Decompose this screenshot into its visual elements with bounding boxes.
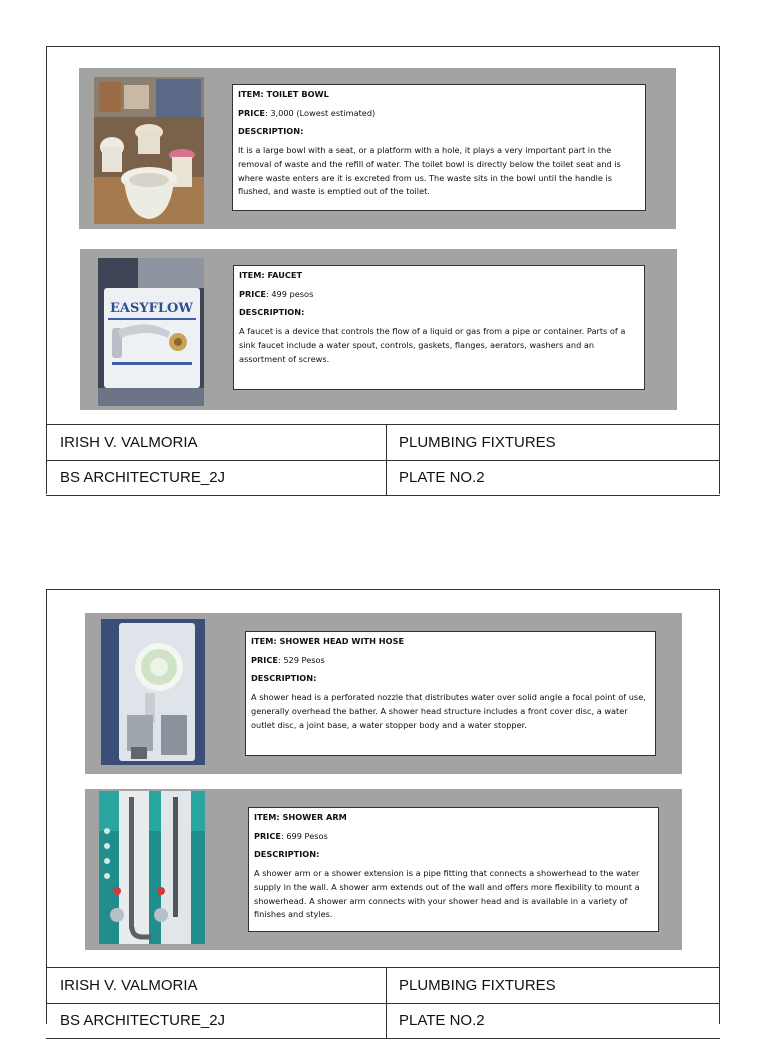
item-price	[254, 831, 653, 842]
description-label: DESCRIPTION:	[254, 849, 320, 860]
course-section: BS ARCHITECTURE_2J	[60, 1012, 226, 1029]
item-name: ITEM: FAUCET	[239, 270, 303, 280]
item-description: A faucet is a device that controls the flow of a liquid or gas from a pipe or container. Parts of a sink faucet include a water spout, controls, gaskets, flanges, aerators, washers and an assortment of screws.	[239, 325, 626, 364]
column-divider	[386, 968, 387, 1003]
item-description: A shower head is a perforated nozzle that distributes water over solid angle a focal point of use, generally overhead the bather. A shower head structure includes a front cover disc, a water outlet disc, a joint base, a water stopper body and a water stopper.	[251, 691, 646, 730]
plate-subject: PLUMBING FIXTURES	[399, 977, 556, 994]
description-label: DESCRIPTION:	[239, 307, 305, 318]
faucet-package-label: EASYFLOW	[110, 301, 193, 316]
price-label: PRICE	[254, 830, 281, 841]
column-divider	[386, 460, 387, 495]
toilet-bowl-photo	[94, 77, 204, 224]
price-value: : 499 pesos	[265, 288, 314, 299]
column-divider	[386, 425, 387, 460]
title-block	[46, 424, 720, 495]
item-description: A shower arm or a shower extension is a pipe fitting that connects a showerhead to the water supply in the wall. A shower arm extends out of the wall and offers more flexibility to mount a showerhead. A shower arm connects with your shower head and is available in a variety of finishes and styles.	[254, 867, 640, 920]
plate-number: PLATE NO.2	[399, 1012, 485, 1029]
description-label: DESCRIPTION:	[251, 673, 317, 684]
price-value: : 699 Pesos	[280, 830, 328, 841]
description-label: DESCRIPTION:	[238, 126, 304, 137]
student-name: IRISH V. VALMORIA	[60, 434, 198, 451]
item-name: ITEM: SHOWER HEAD WITH HOSE	[251, 636, 405, 646]
price-label: PRICE	[238, 107, 265, 118]
item-description: It is a large bowl with a seat, or a platform with a hole, it plays a very important part in the removal of waste and the refill of water. The toilet bowl is directly below the toilet seat and is where waste enters are it is excreted from us. The waste sits in the bowl until the handle is flushed, and waste is emptied out of the toilet.	[238, 144, 621, 197]
item-card-faucet	[233, 265, 645, 390]
price-value: : 3,000 (Lowest estimated)	[264, 107, 376, 118]
item-name: ITEM: TOILET BOWL	[238, 89, 329, 99]
item-price	[251, 655, 650, 666]
title-block-row	[46, 968, 720, 1004]
plate-sheet	[46, 589, 720, 1029]
plate-number: PLATE NO.2	[399, 469, 485, 486]
shower-head-photo	[101, 619, 205, 765]
faucet-photo	[98, 258, 204, 406]
item-card-shower-arm	[248, 807, 659, 932]
title-block-row	[46, 1003, 720, 1039]
price-value: : 529 Pesos	[277, 654, 325, 665]
item-card-shower-head	[245, 631, 656, 756]
price-label: PRICE	[239, 288, 266, 299]
plate-subject: PLUMBING FIXTURES	[399, 434, 556, 451]
price-label: PRICE	[251, 654, 278, 665]
item-price	[239, 289, 639, 300]
column-divider	[386, 1003, 387, 1038]
course-section: BS ARCHITECTURE_2J	[60, 469, 226, 486]
title-block	[46, 967, 720, 1038]
shower-arm-photo	[99, 791, 205, 944]
title-block-row	[46, 460, 720, 496]
item-price	[238, 108, 640, 119]
item-name: ITEM: SHOWER ARM	[254, 812, 347, 822]
student-name: IRISH V. VALMORIA	[60, 977, 198, 994]
plate-sheet	[46, 46, 720, 494]
title-block-row	[46, 425, 720, 461]
item-card-toilet-bowl	[232, 84, 646, 211]
